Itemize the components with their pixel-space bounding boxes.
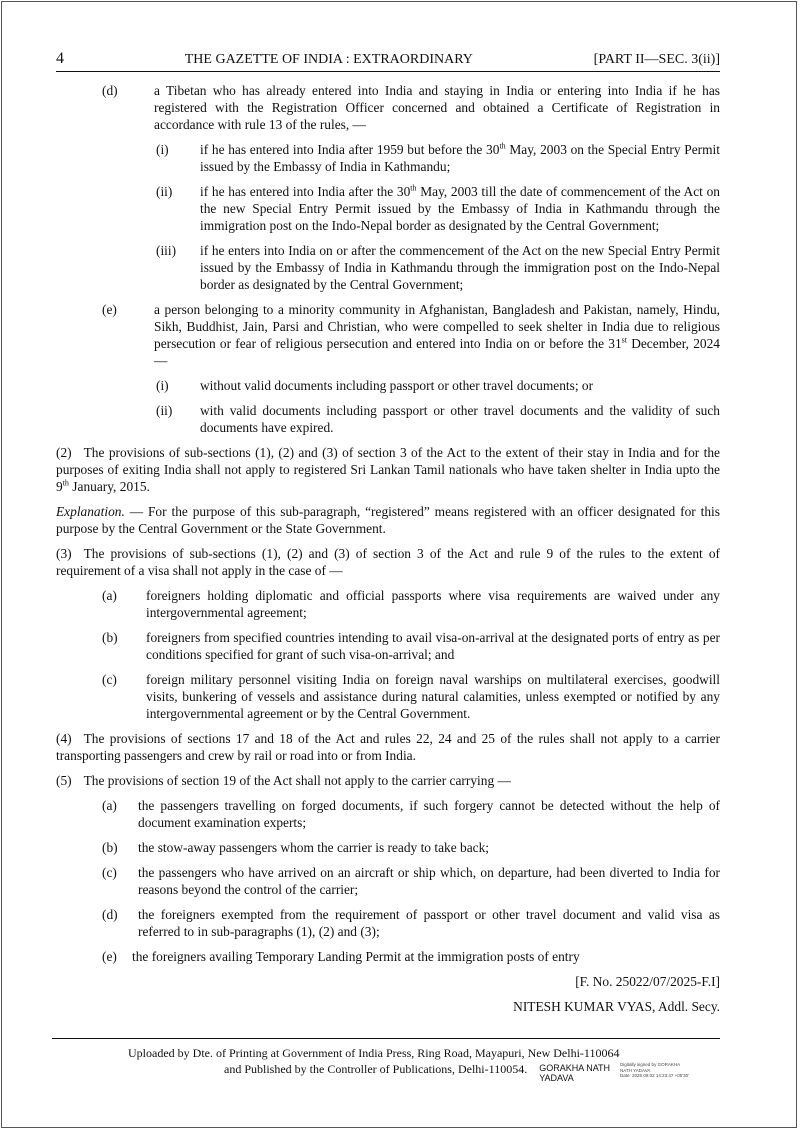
paragraph-number: (2) (56, 445, 72, 460)
explanation-text: — For the purpose of this sub-paragraph, “registered” means registered with an officer designated for this purpose by the Central Government or the State Government. (56, 504, 720, 536)
paragraph-5-item-b (56, 839, 720, 856)
footer-publisher: and Published by the Controller of Publications, Delhi-110054. (224, 1062, 528, 1076)
item-text: the foreigners availing Temporary Landing Permit at the immigration posts of entry (132, 949, 580, 964)
clause-d-item-iii (56, 242, 720, 293)
paragraph-5-item-e (56, 948, 720, 965)
gazette-page (56, 50, 720, 1023)
explanation (56, 503, 720, 537)
paragraph-5: (5) The provisions of section 19 of the Act shall not apply to the carrier carrying — (56, 773, 511, 788)
footer-line-2 (52, 1061, 720, 1083)
paragraph-3-item-a (56, 587, 720, 621)
digital-signature-block: Digitally signed by GORAKHA NATH YADAVA Date: 2025.09.02 14:23:47 +05'30' (620, 1062, 689, 1078)
item-text: with valid documents including passport or other travel documents and the validity of such documents have expired. (200, 403, 720, 435)
clause-e-item-ii (56, 402, 720, 436)
item-text: the passengers who have arrived on an aircraft or ship which, on departure, had been diverted to India for reasons beyond the control of the carrier; (138, 865, 720, 897)
clause-e (56, 301, 720, 369)
item-text: the foreigners exempted from the requirement of passport or other travel document and valid visa as referred to in sub-paragraphs (1), (2) and (3); (138, 907, 720, 939)
item-text: if he enters into India on or after the commencement of the Act on the new Special Entry Permit issued by the Embassy of India in Kathmandu through the immigration post on the Indo-Nepal border as designated by the Central Government; (200, 243, 720, 292)
clause-label: (d) (102, 83, 118, 98)
item-label: (b) (102, 840, 118, 855)
paragraph-number: (3) (56, 546, 72, 561)
item-label: (ii) (156, 403, 173, 418)
paragraph-4: (4) The provisions of sections 17 and 18 of the Act and rules 22, 24 and 25 of the rules shall not apply to a carrier transporting passengers and crew by rail or road into or from India. (56, 731, 720, 763)
footer-line-1: Uploaded by Dte. of Printing at Government of India Press, Ring Road, Mayapuri, New Delhi-110064 (128, 1046, 620, 1060)
paragraph-5-item-d (56, 906, 720, 940)
paragraph-2: (2) The provisions of sub-sections (1), (2) and (3) of section 3 of the Act to the extent of their stay in India and for the purposes of exiting India shall not apply to registered Sri Lankan Tamil nationals who have taken shelter in India upto the 9th January, 2015. (56, 445, 720, 494)
paragraph-3-item-c (56, 671, 720, 722)
file-number: [F. No. 25022/07/2025-F.I] (575, 974, 720, 989)
clause-text: a Tibetan who has already entered into India and staying in India or entering into India if he has registered with the Registration Officer concerned and obtained a Certificate of Registration in accordance with rule 13 of the rules, — (154, 83, 720, 132)
item-text: without valid documents including passport or other travel documents; or (200, 378, 594, 393)
item-label: (c) (102, 865, 117, 880)
digital-signer: GORAKHA NATH YADAVA (539, 1063, 611, 1083)
item-label: (d) (102, 907, 118, 922)
paragraph-number: (5) (56, 773, 72, 788)
item-text: if he has entered into India after the 30th May, 2003 till the date of commencement of the Act on the new Special Entry Permit issued by the Embassy of India in Kathmandu through the immigration post on the Indo-Nepal border as designated by the Central Government; (200, 183, 720, 233)
paragraph-5-item-a (56, 797, 720, 831)
item-label: (b) (102, 630, 118, 645)
clause-d-item-ii (56, 183, 720, 234)
item-text: the stow-away passengers whom the carrier is ready to take back; (138, 840, 490, 855)
clause-d (56, 82, 720, 133)
item-text: foreigners from specified countries intending to avail visa-on-arrival at the designated ports of entry as per conditions specified for grant of such visa-on-arrival; and (146, 630, 720, 662)
page-footer (52, 1038, 720, 1083)
clause-e-item-i (56, 377, 720, 394)
paragraph-3-item-b (56, 629, 720, 663)
explanation-lead: Explanation. (56, 504, 125, 519)
gazette-title: THE GAZETTE OF INDIA : EXTRAORDINARY (184, 52, 473, 67)
paragraph-5-item-c (56, 864, 720, 898)
item-label: (a) (102, 588, 117, 603)
signatory: NITESH KUMAR VYAS, Addl. Secy. (513, 999, 720, 1014)
item-text: if he has entered into India after 1959 but before the 30th May, 2003 on the Special Entry Permit issued by the Embassy of India in Kathmandu; (200, 141, 720, 174)
paragraph-3: (3) The provisions of sub-sections (1), (2) and (3) of section 3 of the Act and rule 9 of the rules to the extent of requirement of a visa shall not apply in the case of — (56, 546, 720, 578)
paragraph-number: (4) (56, 731, 72, 746)
item-label: (e) (102, 949, 117, 964)
item-text: foreigners holding diplomatic and official passports where visa requirements are waived under any intergovernmental agreement; (146, 588, 720, 620)
item-label: (iii) (156, 243, 177, 258)
clause-d-item-i (56, 141, 720, 175)
item-text: foreign military personnel visiting India on foreign naval warships on multilateral exercises, goodwill visits, bunkering of vessels and assistance during natural calamities, unless exempted or notified by any intergovernmental agreement or by the Central Government. (146, 672, 720, 721)
clause-text: a person belonging to a minority community in Afghanistan, Bangladesh and Pakistan, namely, Hindu, Sikh, Buddhist, Jain, Parsi and Christian, who were compelled to seek shelter in India due to religious persecution or fear of religious persecution and entered into India on or before the 31st December, 2024 — (154, 302, 720, 368)
item-label: (a) (102, 798, 117, 813)
page-header (56, 50, 720, 72)
item-text: the passengers travelling on forged documents, if such forgery cannot be detected without the help of document examination experts; (138, 798, 720, 830)
item-label: (i) (156, 142, 169, 157)
page-number: 4 (56, 50, 64, 67)
item-label: (ii) (156, 184, 173, 199)
item-label: (c) (102, 672, 117, 687)
clause-label: (e) (102, 302, 117, 317)
item-label: (i) (156, 378, 169, 393)
part-section: [PART II—SEC. 3(ii)] (593, 52, 720, 67)
